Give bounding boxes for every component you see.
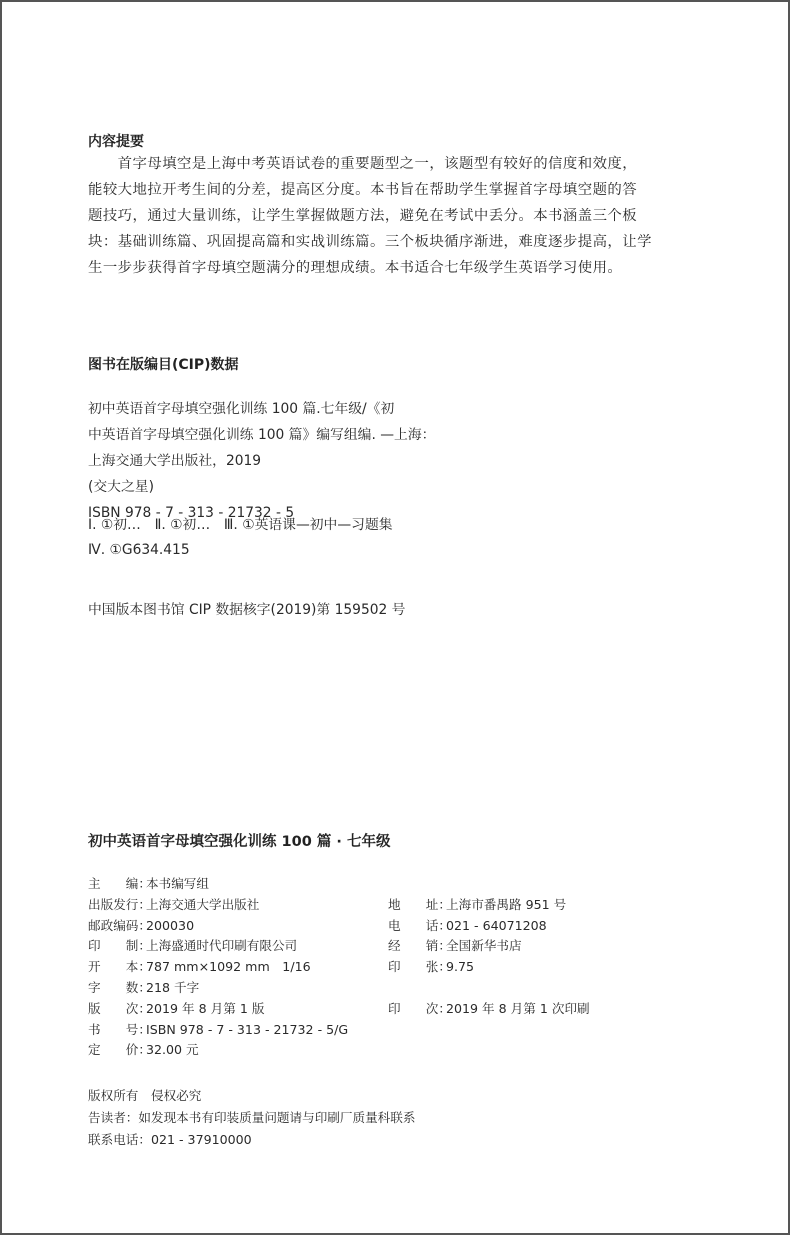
imprint-row: 经 销：全国新华书店: [388, 938, 522, 954]
imprint-row: 主 编：本书编写组: [88, 876, 209, 891]
cip-line: 上海交通大学出版社，2019: [88, 453, 262, 469]
imprint-row: 地 址：上海市番禺路 951 号: [388, 896, 567, 912]
imprint-left-column: [88, 874, 348, 1061]
imprint-row: 邮政编码：200030: [88, 917, 195, 933]
cip-line: 初中英语首字母填空强化训练 100 篇.七年级/《初: [88, 401, 395, 417]
summary-line: 首字母填空是上海中考英语试卷的重要题型之一，该题型有较好的信度和效度，: [88, 156, 638, 172]
imprint-row: 定 价：32.00 元: [88, 1042, 199, 1058]
cip-line: (交大之星): [88, 479, 154, 495]
summary-line: 能较大地拉开考生间的分差，提高区分度。本书旨在帮助学生掌握首字母填空题的答: [88, 182, 638, 198]
contact-phone: 联系电话：021 - 37910000: [88, 1132, 252, 1147]
summary-line: 块：基础训练篇、巩固提高篇和实战训练篇。三个板块循序渐进，难度逐步提高，让学: [88, 234, 652, 250]
imprint-title: 初中英语首字母填空强化训练 100 篇 · 七年级: [88, 834, 391, 850]
imprint-row: 出版发行：上海交通大学出版社: [88, 896, 260, 912]
summary-line: 题技巧，通过大量训练，让学生掌握做题方法，避免在考试中丢分。本书涵盖三个板: [88, 208, 638, 224]
cip-heading: 图书在版编目(CIP)数据: [88, 357, 239, 373]
imprint-row: 印 制：上海盛通时代印刷有限公司: [88, 938, 298, 954]
classification-line: Ⅰ. ①初… Ⅱ. ①初… Ⅲ. ①英语课—初中—习题集: [88, 517, 393, 533]
imprint-row: 字 数：218 千字: [88, 979, 200, 995]
imprint-row: 书 号：ISBN 978 - 7 - 313 - 21732 - 5/G: [88, 1021, 349, 1037]
cip-line: ISBN 978 - 7 - 313 - 21732 - 5: [88, 505, 295, 521]
imprint-row: 电 话：021 - 64071208: [388, 917, 547, 933]
copyright-notice: 版权所有 侵权必究: [88, 1088, 202, 1103]
imprint-row: 印 张：9.75: [388, 959, 475, 975]
imprint-right-column: [388, 874, 590, 1020]
cip-record-number: 中国版本图书馆 CIP 数据核字(2019)第 159502 号: [88, 602, 406, 618]
imprint-row: 开 本：787 mm×1092 mm 1/16: [88, 959, 311, 975]
cip-line: 中英语首字母填空强化训练 100 篇》编写组编. —上海：: [88, 427, 436, 443]
summary-body: [88, 151, 652, 281]
summary-line: 生一步步获得首字母填空题满分的理想成绩。本书适合七年级学生英语学习使用。: [88, 260, 623, 276]
summary-heading: 内容提要: [88, 134, 144, 150]
reader-notice: 告读者：如发现本书有印装质量问题请与印刷厂质量科联系: [88, 1110, 416, 1125]
imprint-row: 版 次：2019 年 8 月第 1 版: [88, 1000, 265, 1016]
copyright-footer: [88, 1085, 415, 1151]
classification-line: Ⅳ. ①G634.415: [88, 542, 190, 558]
cip-entry: [88, 396, 435, 526]
cip-classification: [88, 513, 393, 563]
imprint-row: 印 次：2019 年 8 月第 1 次印刷: [388, 1000, 590, 1016]
